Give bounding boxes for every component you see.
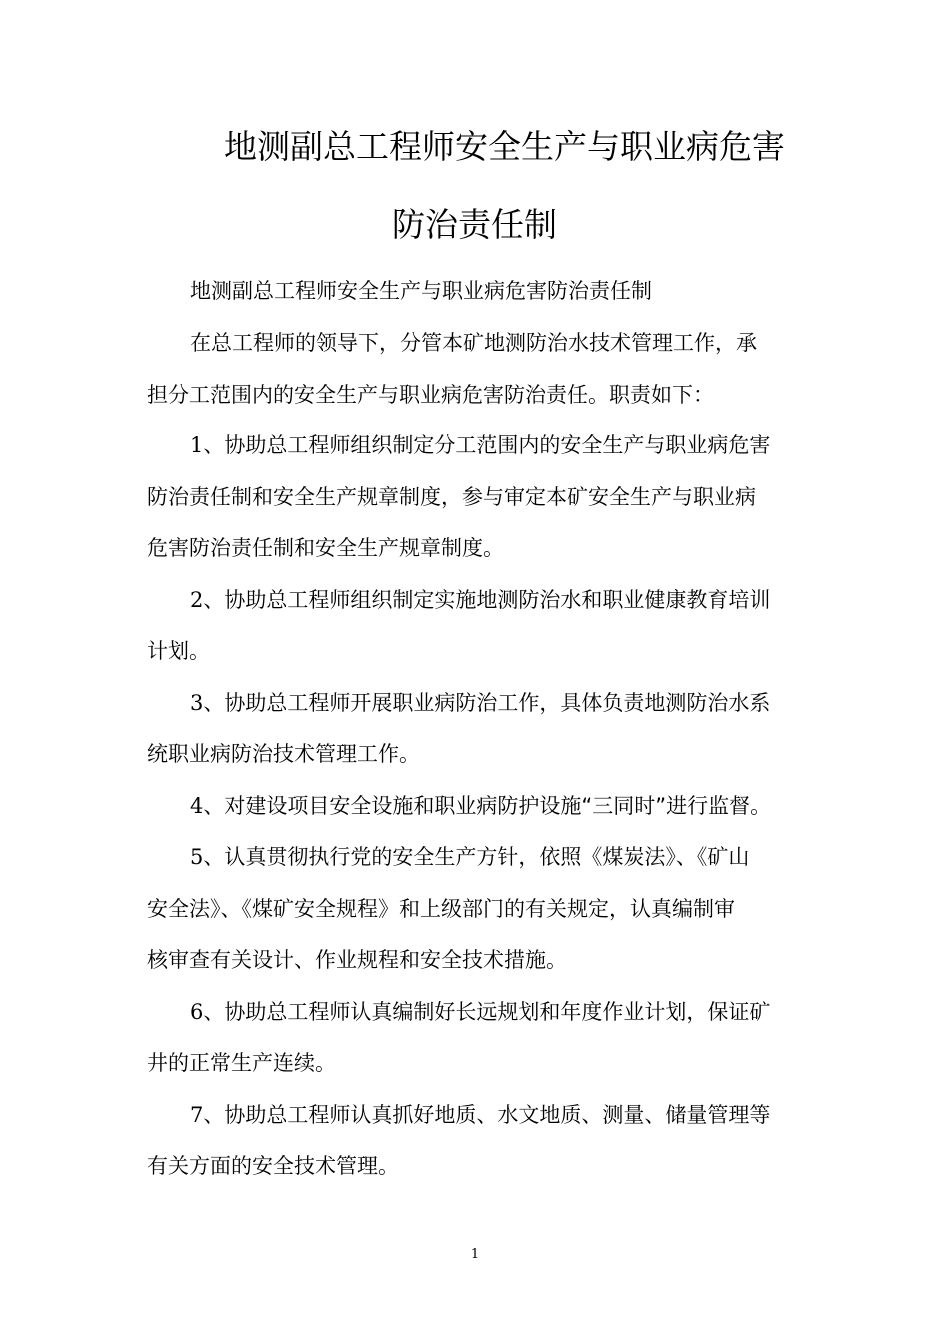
list-item-text: 、认真贯彻执行党的安全生产方针，依照《煤炭法》、《矿山 — [203, 845, 750, 869]
subtitle: 地测副总工程师安全生产与职业病危害防治责任制 — [190, 279, 652, 303]
page-number: 1 — [470, 1247, 480, 1262]
intro-line-1: 在总工程师的领导下，分管本矿地测防治水技术管理工作，承 — [190, 331, 757, 355]
intro-line-2: 担分工范围内的安全生产与职业病危害防治责任。职责如下： — [147, 383, 714, 407]
list-item-text: 、协助总工程师组织制定分工范围内的安全生产与职业病危害 — [203, 433, 771, 457]
list-item-1-line-2: 防治责任制和安全生产规章制度，参与审定本矿安全生产与职业病 — [147, 485, 756, 509]
document-title-line-1: 地测副总工程师安全生产与职业病危害 — [224, 127, 785, 166]
list-item-number: 2 — [190, 588, 204, 612]
list-item-2-line-1 — [190, 585, 770, 615]
list-item-text: 、协助总工程师组织制定实施地测防治水和职业健康教育培训 — [203, 588, 771, 612]
list-item-number: 6 — [190, 1000, 204, 1024]
list-item-4-line-1 — [190, 791, 771, 821]
list-item-1-line-3: 危害防治责任制和安全生产规章制度。 — [147, 536, 504, 560]
list-item-7-line-2: 有关方面的安全技术管理。 — [147, 1154, 399, 1178]
list-item-2-line-2: 计划。 — [147, 639, 210, 663]
list-item-text: 、对建设项目安全设施和职业病防护设施“三同时”进行监督。 — [203, 794, 772, 818]
list-item-1-line-1 — [190, 430, 770, 460]
list-item-text: 、协助总工程师认真编制好长远规划和年度作业计划，保证矿 — [203, 1000, 771, 1024]
list-item-7-line-1 — [190, 1100, 770, 1130]
list-item-number: 3 — [190, 691, 204, 715]
list-item-5-line-1 — [190, 842, 749, 872]
list-item-6-line-1 — [190, 997, 770, 1027]
list-item-text: 、协助总工程师认真抓好地质、水文地质、测量、储量管理等 — [203, 1103, 771, 1127]
list-item-text: 、协助总工程师开展职业病防治工作，具体负责地测防治水系 — [203, 691, 771, 715]
list-item-number: 1 — [190, 433, 204, 457]
list-item-number: 5 — [190, 845, 204, 869]
list-item-6-line-2: 井的正常生产连续。 — [147, 1051, 336, 1075]
list-item-3-line-2: 统职业病防治技术管理工作。 — [147, 742, 420, 766]
list-item-3-line-1 — [190, 688, 770, 718]
list-item-number: 7 — [190, 1103, 204, 1127]
document-title-line-2: 防治责任制 — [392, 205, 557, 244]
list-item-number: 4 — [190, 794, 204, 818]
list-item-5-line-2: 安全法》、《煤矿安全规程》和上级部门的有关规定，认真编制审 — [147, 897, 735, 921]
list-item-5-line-3: 核审查有关设计、作业规程和安全技术措施。 — [147, 948, 567, 972]
